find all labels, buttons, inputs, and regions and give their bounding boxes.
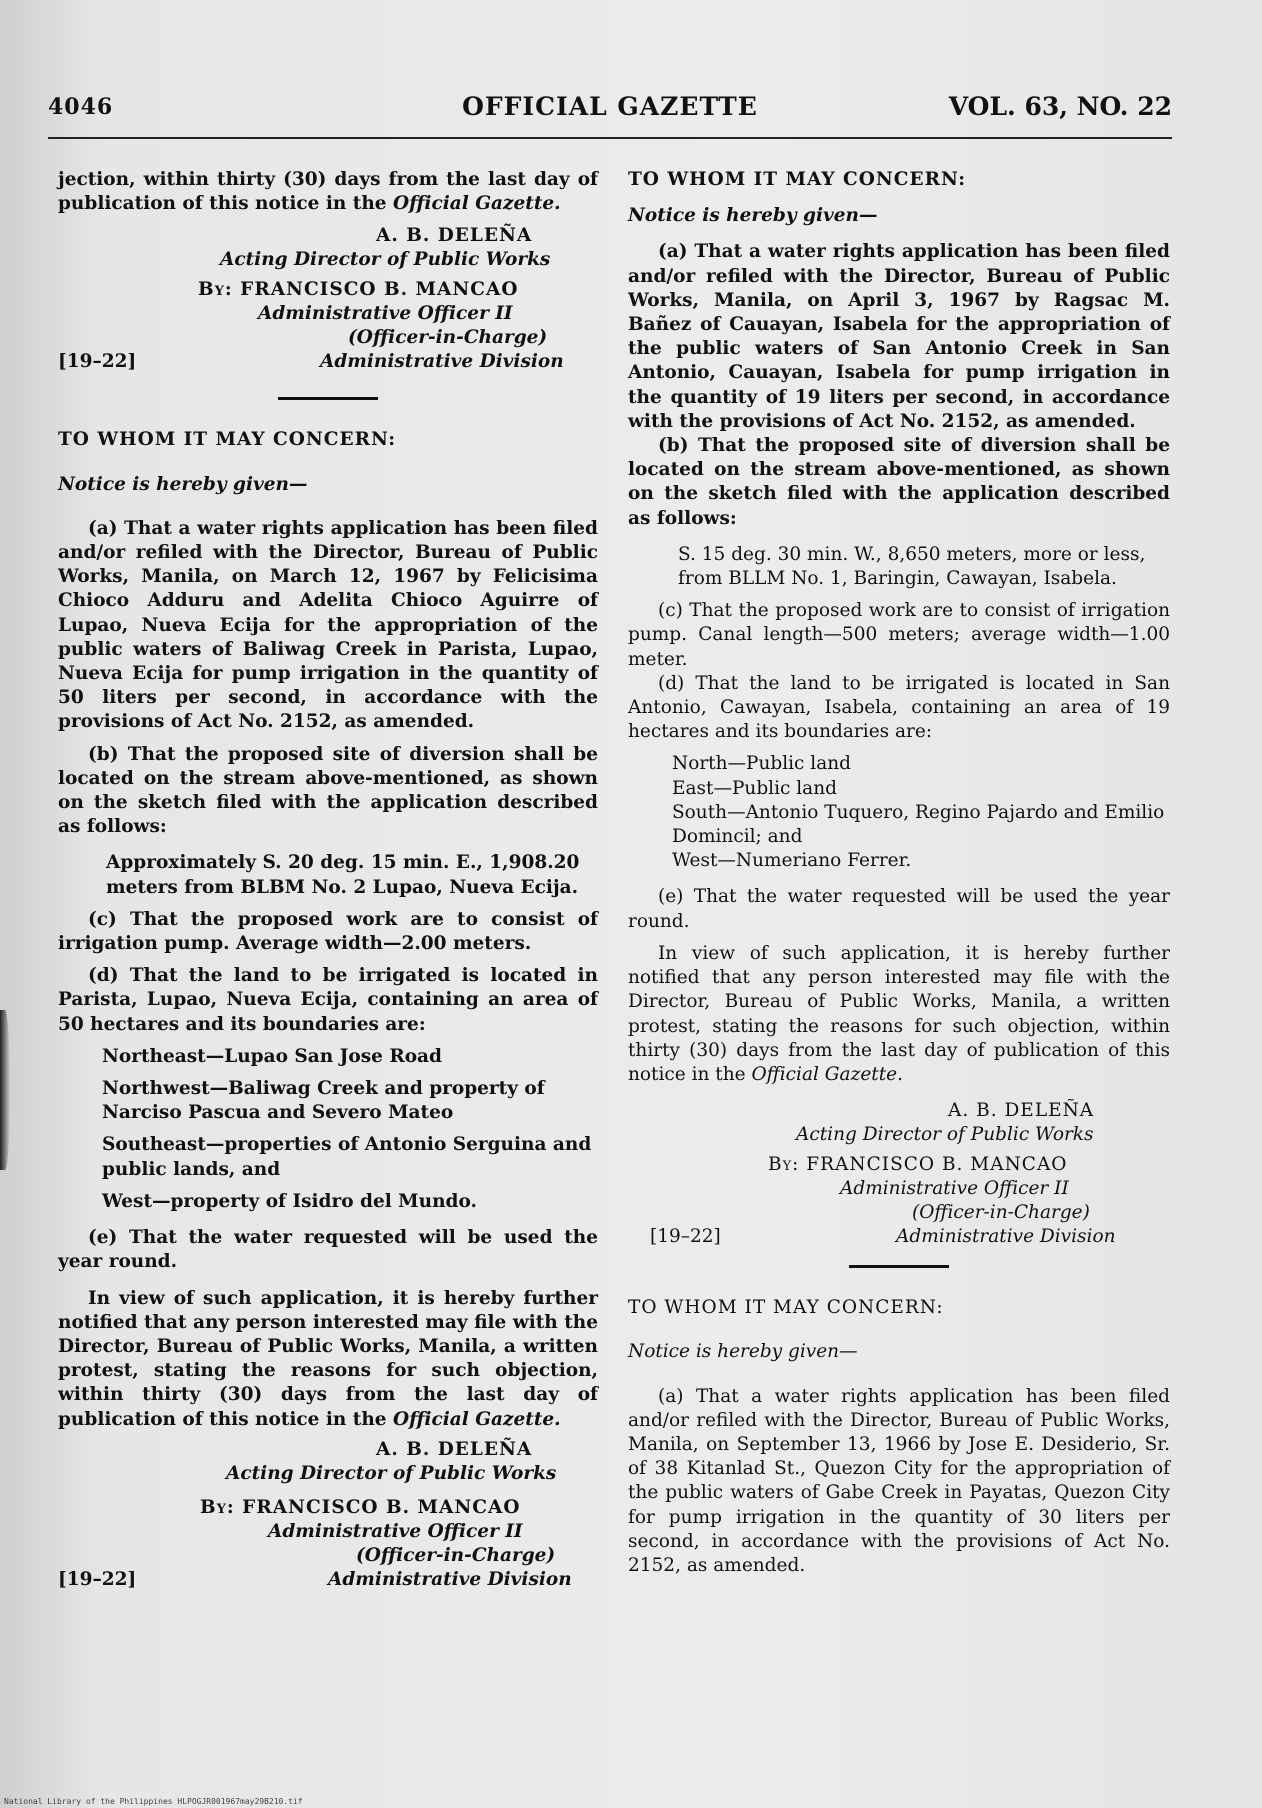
left-column: [58, 168, 598, 1590]
paragraph-d: (d) That the land to be irrigated is located in San Antonio, Cawayan, Isabela, containing an area of 19 hectares and its boundaries are:: [628, 672, 1171, 743]
boundary-item: Southeast—properties of Antonio Serguina and public lands, and: [102, 1134, 592, 1180]
signer-title: Acting Director of Public Works: [226, 1462, 557, 1484]
paragraph-c: (c) That the proposed work are to consist of irrigation pump. Average width—2.00 meters.: [58, 908, 598, 955]
boundary-item: South—Antonio Tuquero, Regino Pajardo and Emilio Domincil; and: [672, 801, 1165, 848]
officer-charge: (Officer-in-Charge): [356, 1544, 556, 1566]
reference-number: [19–22]: [58, 351, 137, 373]
signature-block-1: [58, 216, 598, 373]
officer-by: By: FRANCISCO B. MANCAO: [198, 279, 519, 301]
diversion-location: Approximately S. 20 deg. 15 min. E., 1,908.20 meters from BLBM No. 2 Lupao, Nueva Ecija.: [106, 852, 580, 898]
notice-heading: TO WHOM IT MAY CONCERN:: [628, 169, 967, 190]
officer-division: Administrative Division: [320, 351, 564, 373]
paragraph-a: (a) That a water rights application has been filed and/or refiled with the Director, Bureau of Public Works, Manila, on April 3, 1967 by Ragsac M. Bañez of Cauayan, Isabela for the appropriation of the public waters of San Antonio Creek in San Antonio, Cauayan, Isabela for pump irrigation in the quantity of 19 liters per second, in accordance with the provisions of Act No. 2152, as amended.: [628, 241, 1170, 432]
signature-block-2: [58, 1432, 598, 1590]
continuation-text: jection, within thirty (30) days from the last day of publication of this notice in the Official Gazette.: [58, 169, 598, 215]
boundary-item: Northwest—Baliwag Creek and property of Narciso Pascua and Severo Mateo: [102, 1078, 545, 1124]
boundary-item: North—Public land: [672, 753, 852, 775]
publication-title: OFFICIAL GAZETTE: [462, 92, 758, 121]
officer-title: Administrative Officer II: [840, 1178, 1069, 1200]
officer-title: Administrative Officer II: [258, 303, 513, 325]
signer-name: A. B. DELEÑA: [376, 225, 533, 247]
separator-rule: [849, 1265, 949, 1268]
signer-title: Acting Director of Public Works: [220, 249, 551, 271]
binding-shadow: [0, 1010, 10, 1170]
notice-intro: Notice is hereby given—: [628, 205, 878, 227]
officer-charge: (Officer-in-Charge): [348, 327, 548, 349]
paragraph-c: (c) That the proposed work are to consist of irrigation pump. Canal length—500 meters; average width—1.00 meter.: [628, 600, 1170, 670]
diversion-location: S. 15 deg. 30 min. W., 8,650 meters, more or less, from BLLM No. 1, Baringin, Cawayan, Isabela.: [678, 543, 1146, 590]
paragraph-a: (a) That a water rights application has been filed and/or refiled with the Director, Bureau of Public Works, Manila, on March 12, 1967 by Felicisima Chioco Adduru and Adelita Chioco Aguirre of Lupao, Nueva Ecija for the appropriation of the public waters of Baliwag Creek in Parista, Lupao, Nueva Ecija for pump irrigation in the quantity of 50 liters per second, in accordance with the provisions of Act No. 2152, as amended.: [58, 517, 598, 733]
page-number: 4046: [48, 94, 114, 120]
signer-name: A. B. DELEÑA: [376, 1438, 533, 1460]
volume-number: VOL. 63, NO. 22: [948, 92, 1172, 121]
paragraph-d: (d) That the land to be irrigated is located in Parista, Lupao, Nueva Ecija, containing an area of 50 hectares and its boundaries are:: [58, 965, 598, 1035]
paragraph-e: (e) That the water requested will be used the year round.: [58, 1227, 598, 1273]
page-header: [48, 92, 1172, 132]
protest-paragraph: In view of such application, it is hereby further notified that any person interested may file with the Director, Bureau of Public Works, Manila, a written protest, stating the reasons for such objection, within thirty (30) days from the last day of publication of this notice in the Official Gazette.: [628, 942, 1170, 1085]
officer-charge: (Officer-in-Charge): [912, 1202, 1090, 1224]
notice-intro: Notice is hereby given—: [58, 473, 308, 495]
officer-division: Administrative Division: [896, 1226, 1116, 1248]
signer-name: A. B. DELEÑA: [948, 1100, 1095, 1122]
right-column: [628, 168, 1170, 1578]
signature-block-3: [628, 1087, 1170, 1248]
paragraph-b: (b) That the proposed site of diversion shall be located on the stream above-mentioned, as shown on the sketch filed with the application described as follows:: [58, 743, 598, 838]
paragraph-a: (a) That a water rights application has been filed and/or refiled with the Director, Bureau of Public Works, Manila, on September 13, 1966 by Jose E. Desiderio, Sr. of 38 Kitanlad St., Quezon City for the appropriation of the public waters of Gabe Creek in Payatas, Quezon City for pump irrigation in the quantity of 30 liters per second, in accordance with the provisions of Act No. 2152, as amended.: [628, 1385, 1170, 1576]
notice-intro: Notice is hereby given—: [628, 1341, 858, 1363]
boundary-item: West—Numeriano Ferrer.: [672, 850, 912, 872]
signer-title: Acting Director of Public Works: [796, 1124, 1094, 1146]
officer-title: Administrative Officer II: [268, 1520, 523, 1542]
reference-number: [19–22]: [58, 1568, 137, 1590]
officer-division: Administrative Division: [328, 1568, 572, 1590]
officer-by: By: FRANCISCO B. MANCAO: [200, 1496, 521, 1518]
notice-heading: TO WHOM IT MAY CONCERN:: [628, 1297, 944, 1319]
scan-footer: National Library of the Philippines HLPOGJR001967may29B210.tif: [4, 1797, 303, 1806]
boundary-item: Northeast—Lupao San Jose Road: [102, 1045, 442, 1067]
boundary-item: East—Public land: [672, 777, 837, 799]
header-rule: [48, 137, 1172, 139]
notice-heading: TO WHOM IT MAY CONCERN:: [58, 429, 397, 451]
protest-paragraph: In view of such application, it is hereby further notified that any person interested may file with the Director, Bureau of Public Works, Manila, a written protest, stating the reasons for such objection, within thirty (30) days from the last day of publication of this notice in the Official Gazette.: [58, 1287, 598, 1430]
separator-rule: [278, 397, 378, 400]
officer-by: By: FRANCISCO B. MANCAO: [768, 1154, 1068, 1176]
reference-number: [19–22]: [650, 1226, 721, 1248]
boundary-item: West—property of Isidro del Mundo.: [102, 1190, 477, 1212]
paragraph-e: (e) That the water requested will be used the year round.: [628, 886, 1170, 932]
paragraph-b: (b) That the proposed site of diversion shall be located on the stream above-mentioned, as shown on the sketch filed with the application described as follows:: [628, 435, 1170, 529]
